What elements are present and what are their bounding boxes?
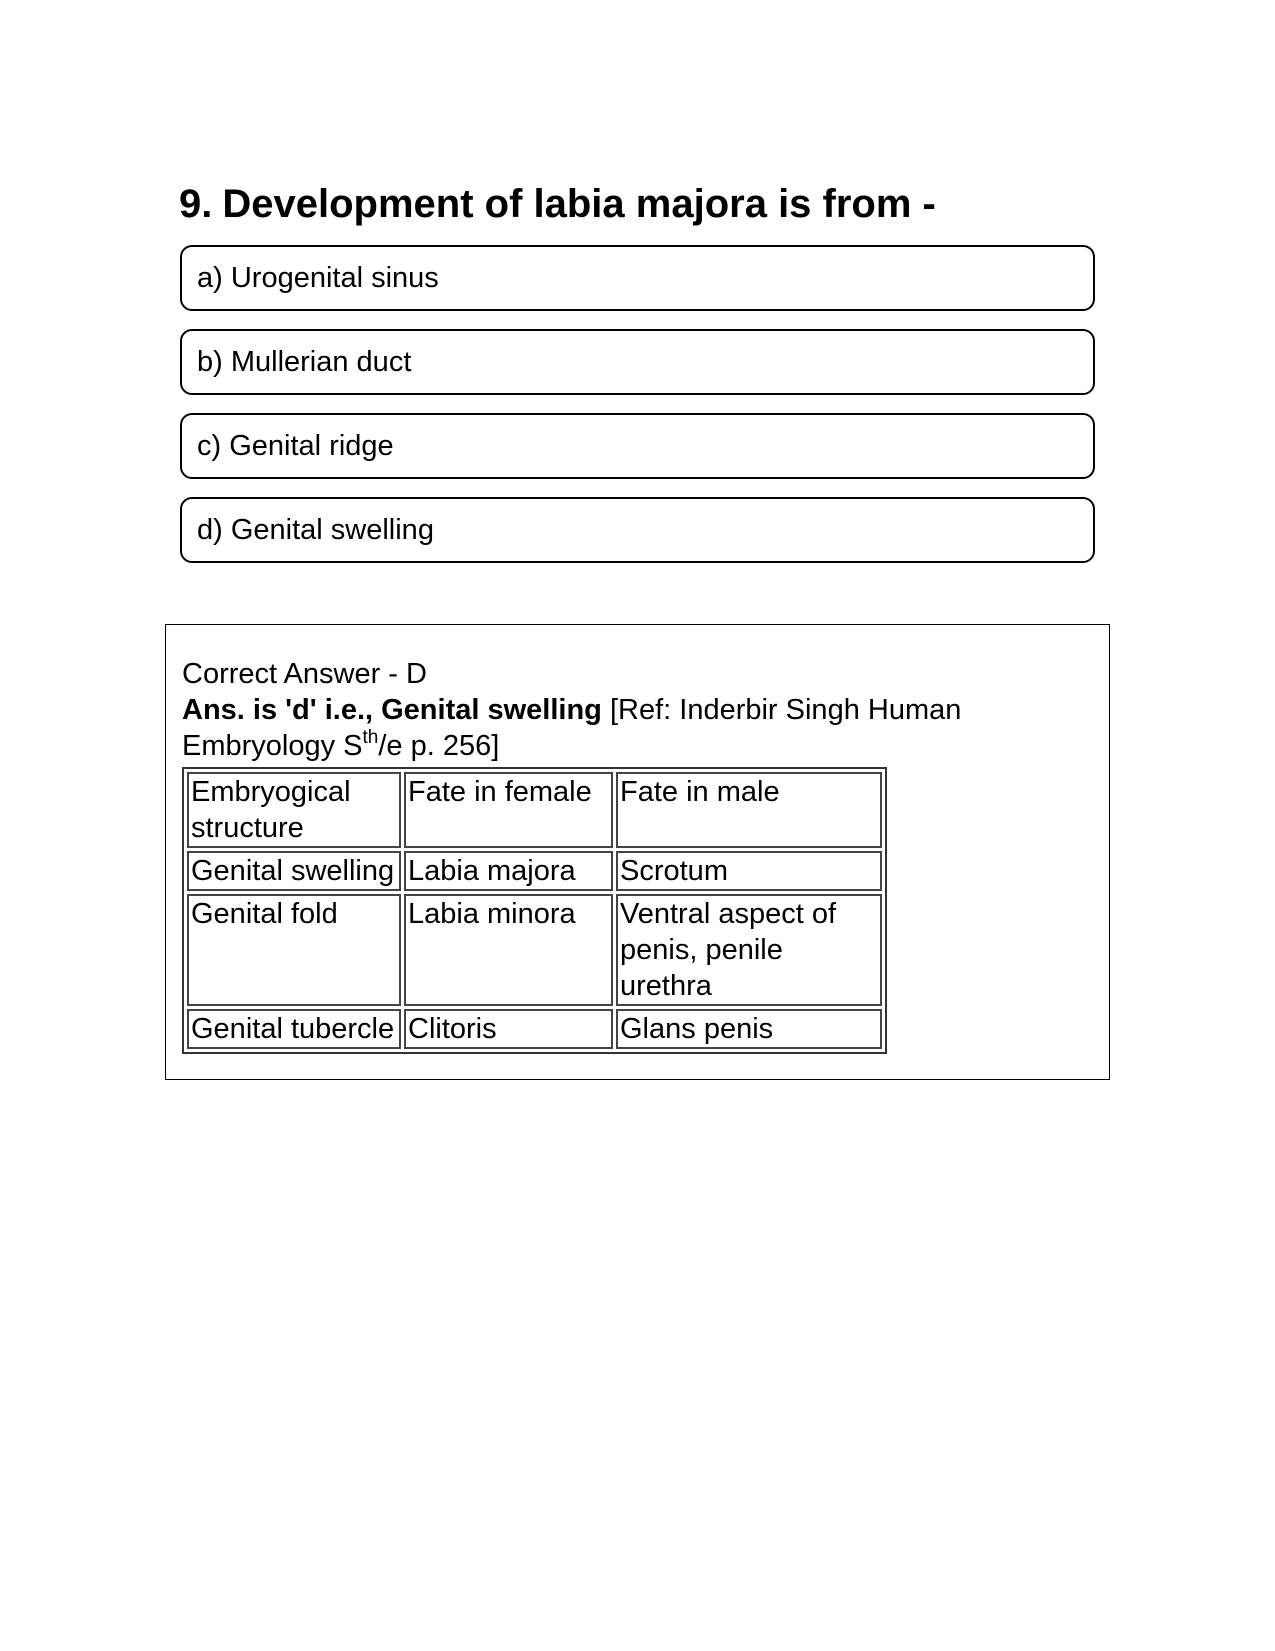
answer-statement: Ans. is 'd' i.e., Genital swelling [182, 694, 602, 726]
question-number: 9. [179, 182, 213, 226]
table-cell: Ventral aspect of penis, penile urethra [616, 894, 882, 1006]
option-b[interactable]: b) Mullerian duct [180, 329, 1095, 395]
option-d[interactable]: d) Genital swelling [180, 497, 1095, 563]
table-cell: Scrotum [616, 851, 882, 891]
table-cell: Labia majora [404, 851, 613, 891]
option-a[interactable]: a) Urogenital sinus [180, 245, 1095, 311]
table-cell: Clitoris [404, 1009, 613, 1049]
header-cell: Fate in male [616, 772, 882, 848]
header-cell: Embryogical structure [187, 772, 401, 848]
table-cell: Genital swelling [187, 851, 401, 891]
reference-superscript: th [362, 727, 379, 748]
answer-reference [182, 692, 1082, 764]
question-title [179, 177, 936, 231]
table-row [187, 1009, 882, 1049]
reference-tail: /e p. 256] [378, 730, 500, 762]
answer-explanation [182, 656, 1082, 764]
table-row [187, 851, 882, 891]
option-c[interactable]: c) Genital ridge [180, 413, 1095, 479]
correct-answer-line: Correct Answer - D [182, 658, 427, 690]
table-cell: Genital fold [187, 894, 401, 1006]
answer-panel [165, 624, 1110, 1080]
table-cell: Labia minora [404, 894, 613, 1006]
table-cell: Genital tubercle [187, 1009, 401, 1049]
table-cell: Glans penis [616, 1009, 882, 1049]
table-header-row [187, 772, 882, 848]
header-cell: Fate in female [404, 772, 613, 848]
reference-text: [Ref: Inderbir Singh Human Embryology S [182, 694, 962, 762]
embryology-table [182, 767, 887, 1054]
question-text: Development of labia majora is from - [222, 182, 936, 226]
table-row [187, 894, 882, 1006]
